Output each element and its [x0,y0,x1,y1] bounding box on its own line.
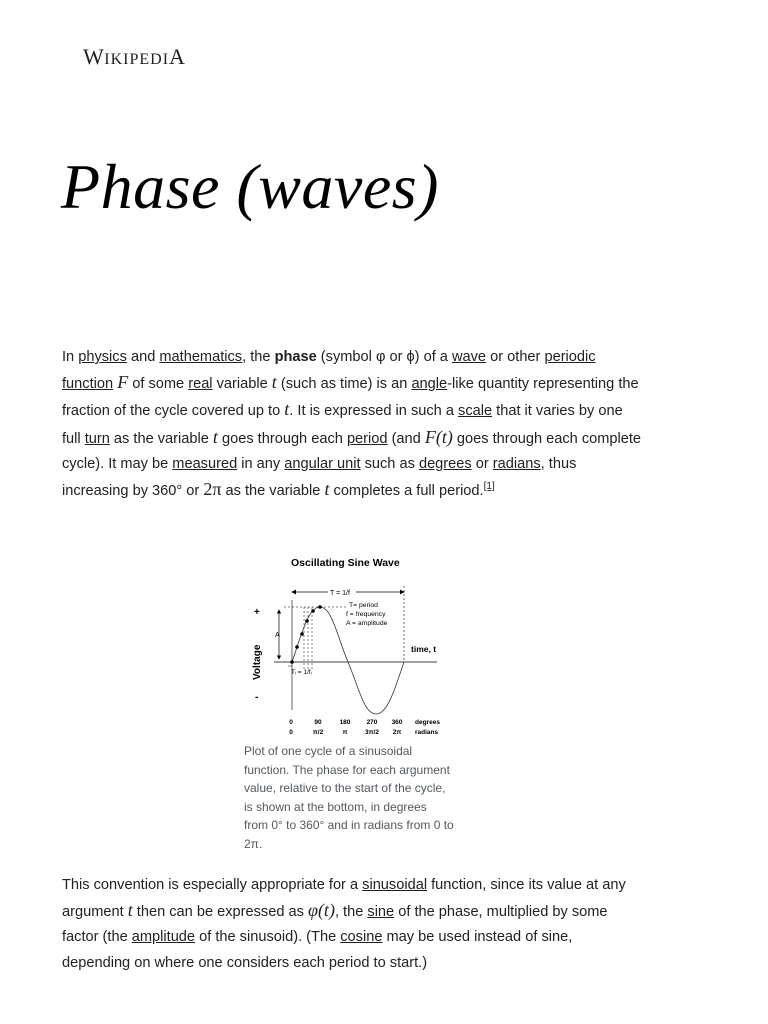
math-symbol: t [271,372,277,393]
diagram-title: Oscillating Sine Wave [291,557,400,569]
tick-rad-3pi2: 3π/2 [364,729,380,736]
link-measured[interactable]: measured [172,455,238,472]
degree-ticks [289,719,403,726]
legend-frequency: f = frequency [346,611,386,618]
link-periodic-function[interactable]: periodic function [62,349,596,393]
link-wave[interactable]: wave [451,349,487,365]
math-symbol: t [212,426,218,447]
tick-rad-0: 0 [289,729,293,736]
link-scale[interactable]: scale [458,403,493,420]
bold-term: phase [274,349,317,365]
logo-letter: W [83,44,105,69]
link-radians[interactable]: radians [492,455,541,472]
link-angle[interactable]: angle [411,376,448,393]
ti-label: Tᵢ = 1/fᵢ [291,669,312,676]
radian-ticks [289,729,401,736]
y-axis-label: Voltage [252,644,263,680]
tick-deg-270: 270 [366,719,378,726]
y-plus-label: + [254,607,260,618]
x-axis-label: time, t [411,644,437,654]
link-physics[interactable]: physics [78,349,127,365]
logo-letters: IKIPEDI [104,51,170,68]
tick-deg-0: 0 [289,719,293,726]
math-symbol: t [127,900,133,921]
sample-points [290,605,322,664]
page-title: Phase (waves) [61,151,439,222]
logo-letter: A [169,44,186,69]
intro-paragraph: In physics and mathematics, the phase (symbol φ or ϕ) of a wave or other periodic function F of some real variable t (such as time) is an angle-like quantity representing the fraction of the cycle covered up to t. It is expressed in such a scale that it varies by one full turn as the variable t goes through each period (and F(t) goes through each complete cycle). It may be measured in any angular unit such as degrees or radians, thus increasing by 360° or 2π as the variable t completes a full period.[1] [62,349,642,500]
link-amplitude[interactable]: amplitude [131,929,196,946]
math-symbol: t [284,399,290,420]
wikipedia-logo[interactable] [83,44,185,70]
link-sine[interactable]: sine [367,904,395,921]
link-cosine[interactable]: cosine [340,929,383,946]
sine-wave-diagram[interactable] [244,552,454,740]
reference-link[interactable]: [1] [483,481,495,493]
tick-deg-90: 90 [314,719,322,726]
tick-deg-360: 360 [391,719,403,726]
tick-rad-pi: π [342,729,348,736]
link-period[interactable]: period [346,430,388,447]
period-label: T = 1/f [330,590,350,597]
legend-amplitude: A = amplitude [346,620,388,627]
tick-rad-2pi: 2π [392,729,402,736]
link-degrees[interactable]: degrees [418,455,472,472]
tick-rad-pi2: π/2 [312,729,324,736]
figure-sine-wave [244,552,454,854]
radians-unit: radians [415,729,439,736]
math-symbol: 2π [203,479,222,500]
amplitude-label: A [275,632,280,639]
y-minus-label: - [255,692,259,703]
math-symbol: φ(t) [307,900,335,921]
link-mathematics[interactable]: mathematics [159,349,243,365]
link-real[interactable]: real [188,376,213,393]
link-sinusoidal[interactable]: sinusoidal [362,877,428,893]
legend-period: T= period [349,602,378,609]
figure-caption: Plot of one cycle of a sinusoidal function. The phase for each argument value, relative to the start of the cycle, is shown at the bottom, in degrees from 0° to 360° and in radians from 0 to 2π. [244,744,454,851]
math-symbol: t [324,479,330,500]
tick-deg-180: 180 [339,719,351,726]
link-angular-unit[interactable]: angular unit [284,455,361,472]
degrees-unit: degrees [415,719,440,726]
math-symbol: F [117,372,129,393]
body-paragraph: This convention is especially appropriate for a sinusoidal function, since its value at any argument t then can be expressed as φ(t), the sine of the phase, multiplied by some factor (the amplitude of the sinusoid). (The cosine may be used instead of sine, depending on where one considers each period to start.) [62,877,626,971]
link-turn[interactable]: turn [84,430,110,447]
math-symbol: F(t) [424,426,453,447]
